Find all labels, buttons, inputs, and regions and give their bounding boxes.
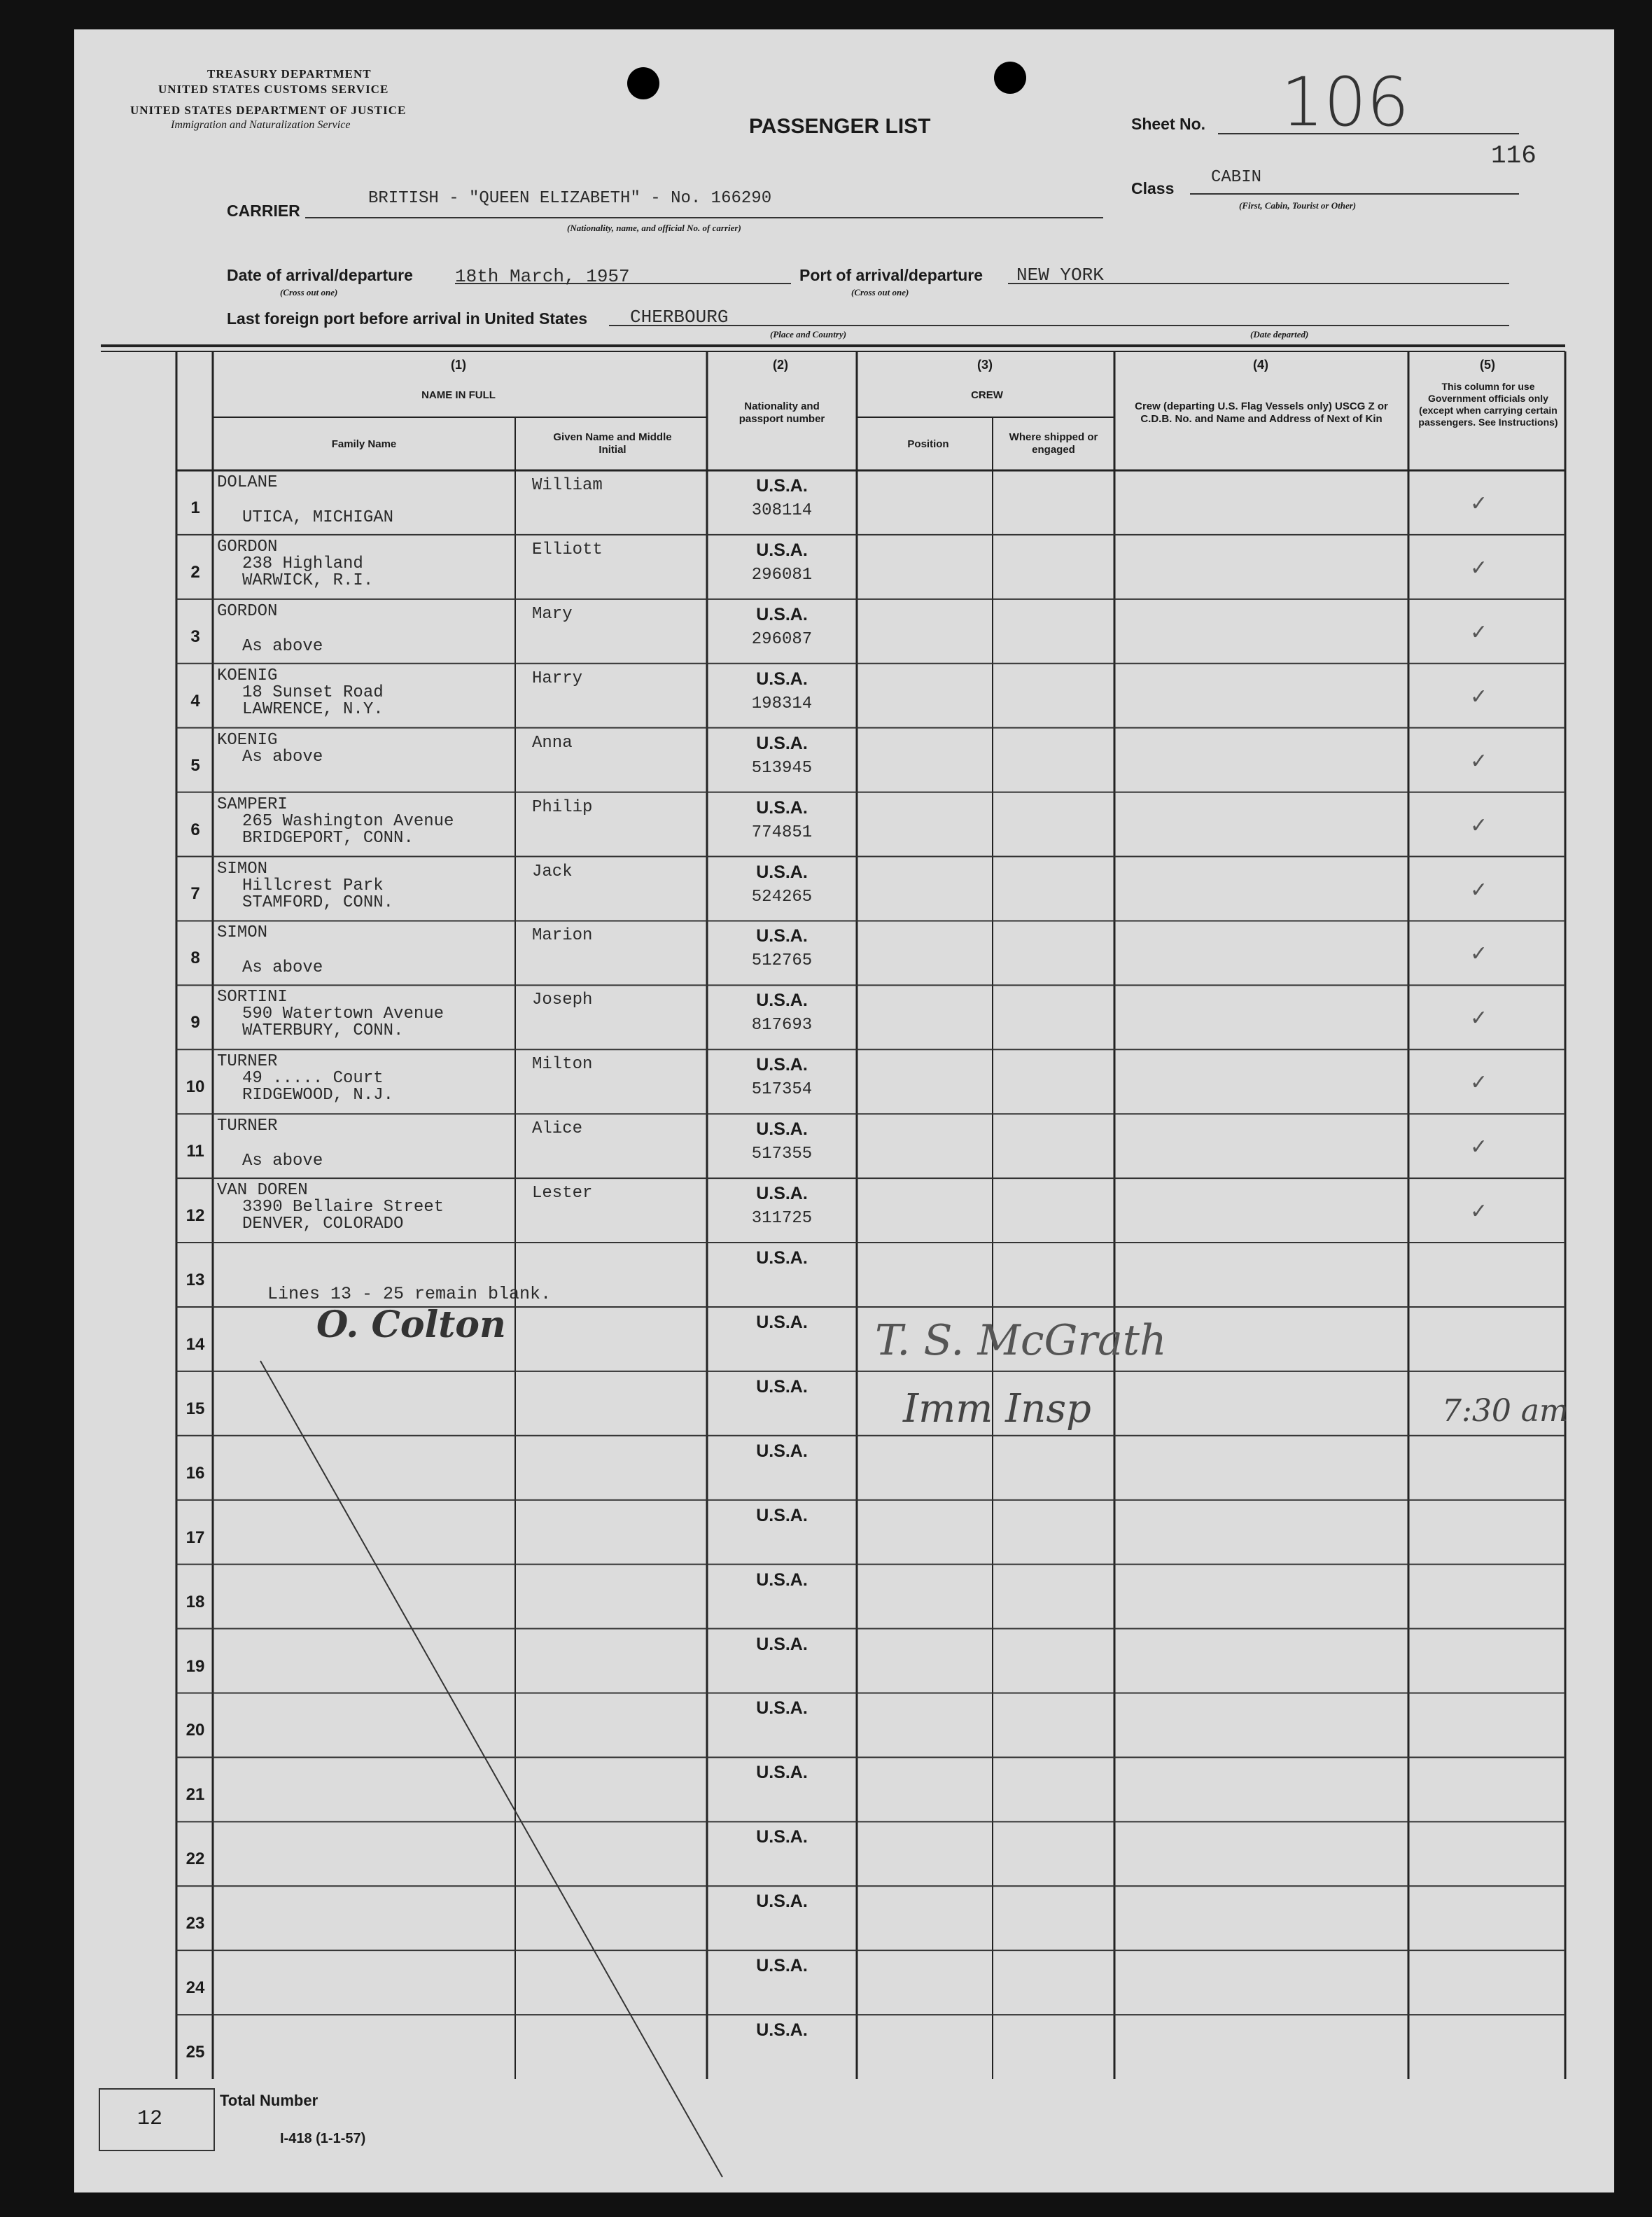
signature-mcgrath: T. S. McGrath — [875, 1316, 1167, 1365]
passport-number: 296087 — [751, 629, 813, 649]
agency-customs: UNITED STATES CUSTOMS SERVICE — [158, 83, 389, 96]
given-name: Elliott — [532, 540, 603, 559]
address-line-1: 265 Washington Avenue — [242, 811, 454, 831]
row-number: 9 — [190, 1013, 200, 1033]
carrier-hint: (Nationality, name, and official No. of carrier) — [567, 223, 741, 233]
family-name: SORTINI — [217, 988, 288, 1007]
official-check: ✓ — [1470, 1006, 1488, 1031]
given-name: Philip — [532, 797, 593, 817]
row-number: 11 — [186, 1142, 204, 1161]
family-name: KOENIG — [217, 730, 278, 750]
passport-number: 513945 — [751, 758, 813, 778]
row-number: 10 — [186, 1077, 205, 1097]
row-number: 15 — [186, 1399, 205, 1418]
port-value: NEW YORK — [1016, 265, 1104, 286]
class-label: Class — [1131, 179, 1175, 197]
class-value: CABIN — [1211, 168, 1262, 187]
time-note: 7:30 am — [1442, 1393, 1569, 1429]
official-check: ✓ — [1470, 1135, 1488, 1160]
row-number: 25 — [186, 2043, 205, 2062]
form-number: I-418 (1-1-57) — [280, 2131, 366, 2146]
nationality: U.S.A. — [756, 1505, 808, 1525]
col2-number: (2) — [773, 358, 788, 372]
row-number: 12 — [186, 1206, 205, 1226]
row-number: 4 — [190, 691, 200, 711]
nationality: U.S.A. — [756, 476, 808, 496]
passport-number: 817693 — [751, 1016, 813, 1035]
address-line-2: As above — [242, 958, 323, 978]
passport-number: 512765 — [751, 951, 813, 971]
carrier-label: CARRIER — [227, 202, 300, 220]
nationality: U.S.A. — [756, 1376, 808, 1397]
nationality: U.S.A. — [756, 1634, 808, 1654]
family-name: VAN DOREN — [217, 1181, 308, 1201]
date-hint: (Cross out one) — [280, 287, 338, 298]
total-number-label: Total Number — [220, 2092, 318, 2109]
date-value: 18th March, 1957 — [455, 266, 630, 287]
given-name: Alice — [532, 1119, 583, 1139]
official-check: ✓ — [1470, 1199, 1488, 1224]
address-line-2: UTICA, MICHIGAN — [242, 508, 394, 527]
family-name: TURNER — [217, 1117, 278, 1136]
nationality: U.S.A. — [756, 1569, 808, 1590]
class-hint: (First, Cabin, Tourist or Other) — [1239, 200, 1357, 211]
nationality: U.S.A. — [756, 1184, 808, 1204]
agency-justice: UNITED STATES DEPARTMENT OF JUSTICE — [130, 104, 407, 117]
official-check: ✓ — [1470, 620, 1488, 645]
nationality: U.S.A. — [756, 1248, 808, 1268]
nationality: U.S.A. — [756, 1312, 808, 1332]
sheet-number: 106 — [1281, 63, 1410, 141]
address-line-2: STAMFORD, CONN. — [242, 893, 394, 912]
passport-number: 524265 — [751, 887, 813, 907]
row-number: 3 — [190, 627, 200, 646]
family-name: GORDON — [217, 601, 278, 621]
passport-number: 198314 — [751, 694, 813, 713]
row-number: 24 — [186, 1978, 205, 1998]
address-line-2: As above — [242, 1152, 323, 1171]
row-number: 14 — [186, 1334, 205, 1354]
passport-number: 774851 — [751, 823, 813, 842]
given-name: Anna — [532, 733, 573, 753]
official-check: ✓ — [1470, 684, 1488, 709]
row-number: 1 — [190, 498, 200, 517]
given-name: Milton — [532, 1055, 593, 1075]
page-number: 116 — [1491, 141, 1536, 170]
carrier-value: BRITISH - "QUEEN ELIZABETH" - No. 166290 — [368, 189, 772, 208]
row-number: 2 — [190, 562, 200, 582]
last-port-hint: (Place and Country) — [770, 329, 847, 340]
row-number: 8 — [190, 949, 200, 968]
family-name: DOLANE — [217, 473, 278, 492]
date-departed-hint: (Date departed) — [1250, 329, 1309, 340]
nationality: U.S.A. — [756, 1891, 808, 1912]
col3-position: Position — [907, 438, 949, 450]
passport-number: 308114 — [751, 501, 813, 520]
address-line-1: As above — [242, 747, 323, 767]
address-line-2: As above — [242, 636, 323, 656]
col3-number: (3) — [977, 358, 993, 372]
total-number-value: 12 — [137, 2107, 163, 2131]
date-label: Date of arrival/departure — [227, 266, 413, 284]
nationality: U.S.A. — [756, 1827, 808, 1847]
passport-number: 311725 — [751, 1209, 813, 1229]
page-title: PASSENGER LIST — [749, 115, 931, 138]
address-line-1: Hillcrest Park — [242, 876, 384, 895]
address-line-2: LAWRENCE, N.Y. — [242, 699, 384, 719]
given-name: Mary — [532, 604, 573, 624]
given-name: Harry — [532, 669, 583, 688]
nationality: U.S.A. — [756, 1698, 808, 1719]
family-name: SAMPERI — [217, 795, 288, 814]
col1-number: (1) — [451, 358, 466, 372]
agency-treasury: TREASURY DEPARTMENT — [207, 67, 372, 81]
address-line-1: 49 ..... Court — [242, 1069, 384, 1089]
last-port-label: Last foreign port before arrival in United States — [227, 309, 588, 328]
official-check: ✓ — [1470, 748, 1488, 774]
nationality: U.S.A. — [756, 926, 808, 946]
official-check: ✓ — [1470, 1070, 1488, 1096]
row-number: 5 — [190, 755, 200, 775]
sheet-label: Sheet No. — [1131, 115, 1206, 133]
col1-title: NAME IN FULL — [421, 389, 496, 401]
col3-title: CREW — [971, 389, 1003, 401]
family-name: SIMON — [217, 859, 268, 879]
address-line-1: 18 Sunset Road — [242, 683, 384, 702]
row-number: 6 — [190, 820, 200, 839]
given-name: William — [532, 476, 603, 495]
row-number: 19 — [186, 1656, 205, 1676]
nationality: U.S.A. — [756, 1119, 808, 1140]
col3-where: Where shipped or engaged — [1009, 431, 1098, 456]
passport-number: 296081 — [751, 565, 813, 585]
family-name: TURNER — [217, 1052, 278, 1072]
nationality: U.S.A. — [756, 991, 808, 1011]
nationality: U.S.A. — [756, 669, 808, 689]
nationality: U.S.A. — [756, 2020, 808, 2041]
nationality: U.S.A. — [756, 862, 808, 882]
given-name: Joseph — [532, 991, 593, 1010]
col1-given: Given Name and Middle Initial — [553, 431, 672, 456]
nationality: U.S.A. — [756, 1441, 808, 1461]
given-name: Jack — [532, 862, 573, 881]
passport-number: 517355 — [751, 1145, 813, 1164]
official-check: ✓ — [1470, 491, 1488, 516]
signature-colton: O. Colton — [316, 1303, 506, 1346]
row-number: 20 — [186, 1721, 205, 1740]
nationality: U.S.A. — [756, 604, 808, 624]
col1-family: Family Name — [331, 438, 397, 450]
family-name: GORDON — [217, 537, 278, 557]
official-check: ✓ — [1470, 813, 1488, 838]
given-name: Lester — [532, 1184, 593, 1203]
row-number: 22 — [186, 1849, 205, 1869]
col5-title: This column for use Government officials only (except when carrying certain passengers. See Instructions) — [1418, 381, 1558, 428]
col4-title: Crew (departing U.S. Flag Vessels only) USCG Z or C.D.B. No. and Name and Address of Next of Kin — [1135, 400, 1388, 425]
col4-number: (4) — [1253, 358, 1268, 372]
signature-imm-insp: Imm Insp — [903, 1386, 1091, 1432]
official-check: ✓ — [1470, 555, 1488, 580]
address-line-1: 590 Watertown Avenue — [242, 1005, 444, 1024]
nationality: U.S.A. — [756, 797, 808, 818]
row-number: 18 — [186, 1592, 205, 1611]
col5-number: (5) — [1480, 358, 1495, 372]
nationality: U.S.A. — [756, 733, 808, 753]
nationality: U.S.A. — [756, 540, 808, 560]
address-line-1: 238 Highland — [242, 554, 363, 573]
agency-ins: Immigration and Naturalization Service — [171, 119, 351, 131]
port-hint: (Cross out one) — [851, 287, 909, 298]
last-port-value: CHERBOURG — [630, 307, 729, 328]
row-number: 7 — [190, 884, 200, 904]
nationality: U.S.A. — [756, 1055, 808, 1075]
row-number: 21 — [186, 1785, 205, 1805]
nationality: U.S.A. — [756, 1956, 808, 1976]
row-number: 16 — [186, 1463, 205, 1483]
col2-title: Nationality and passport number — [738, 400, 825, 425]
official-check: ✓ — [1470, 942, 1488, 967]
blank-lines-note: Lines 13 - 25 remain blank. — [267, 1284, 552, 1304]
official-check: ✓ — [1470, 877, 1488, 902]
given-name: Marion — [532, 926, 593, 946]
address-line-2: BRIDGEPORT, CONN. — [242, 828, 414, 848]
port-label: Port of arrival/departure — [799, 266, 983, 284]
family-name: SIMON — [217, 923, 268, 943]
address-line-2: WATERBURY, CONN. — [242, 1021, 404, 1041]
passport-number: 517354 — [751, 1080, 813, 1100]
row-number: 13 — [186, 1271, 205, 1289]
nationality: U.S.A. — [756, 1763, 808, 1783]
row-number: 17 — [186, 1527, 205, 1547]
address-line-2: RIDGEWOOD, N.J. — [242, 1086, 394, 1105]
address-line-2: WARWICK, R.I. — [242, 571, 374, 590]
address-line-1: 3390 Bellaire Street — [242, 1198, 444, 1217]
row-number: 23 — [186, 1914, 205, 1933]
family-name: KOENIG — [217, 666, 278, 685]
address-line-2: DENVER, COLORADO — [242, 1215, 404, 1234]
